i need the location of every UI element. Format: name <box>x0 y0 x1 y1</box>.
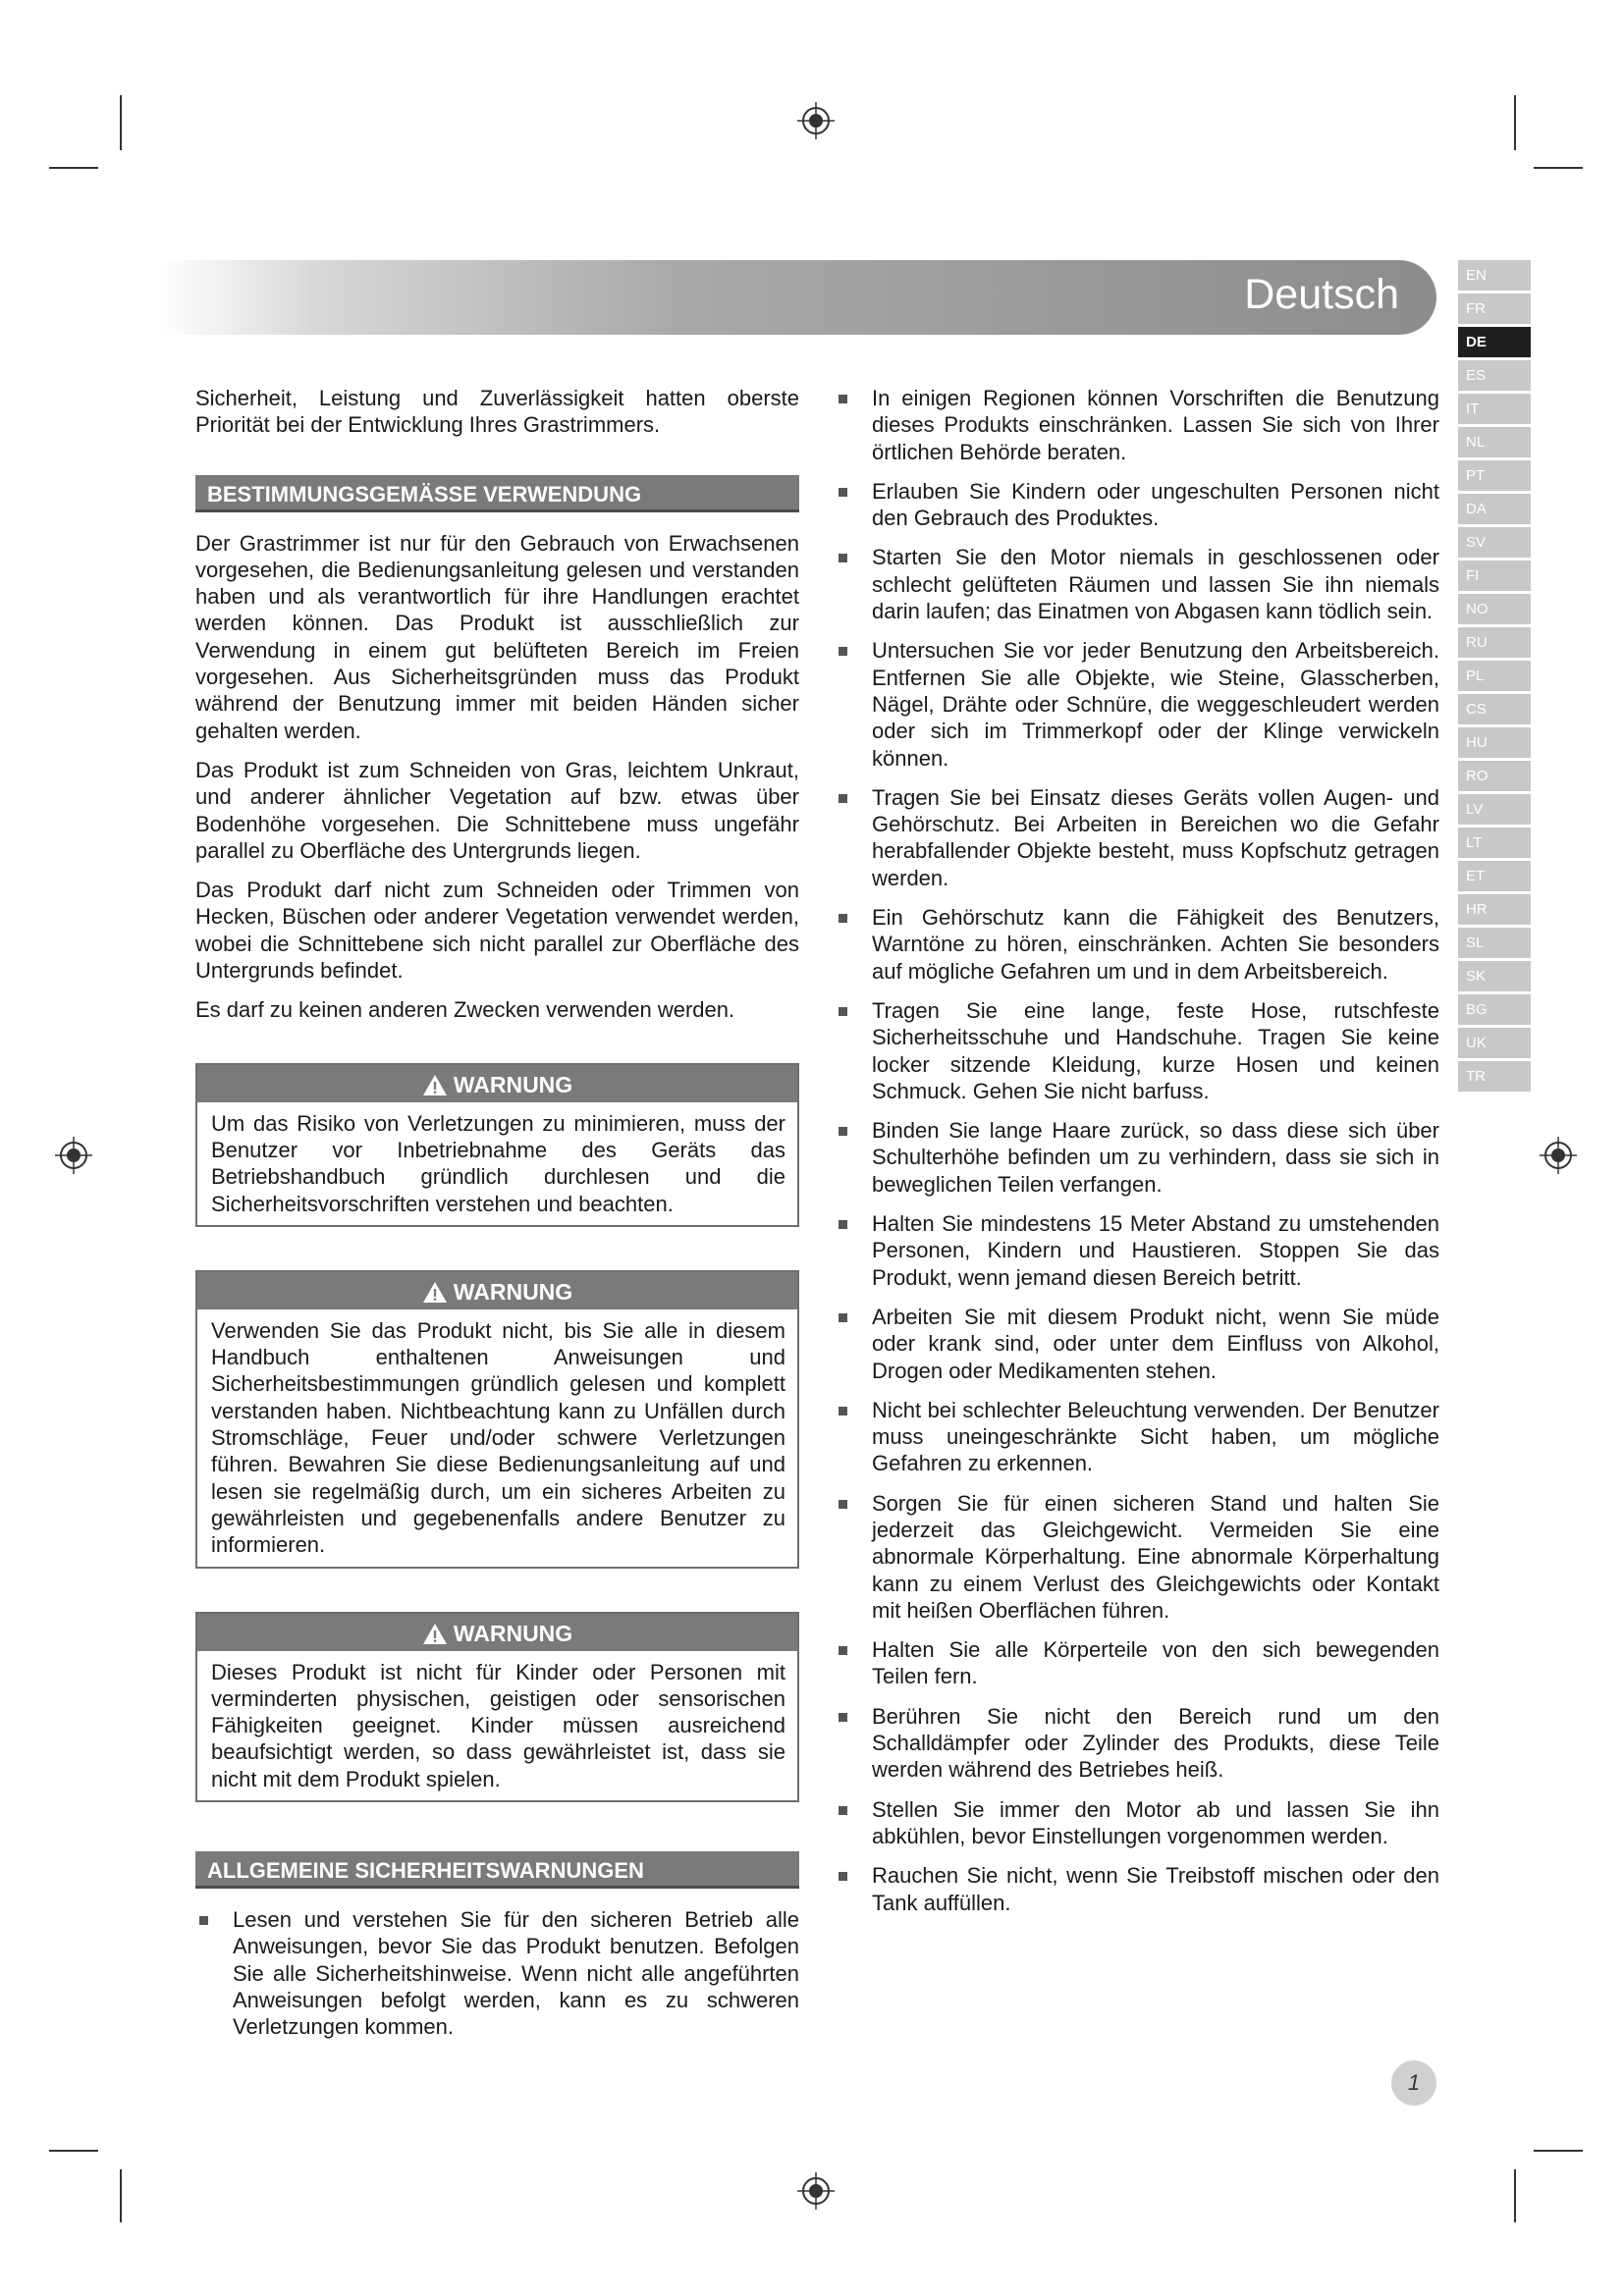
list-item: Tragen Sie eine lange, feste Hose, rutschfeste Sicherheitsschuhe und Handschuhe. Tragen Sie keine locker sitzende Kleidung, kurze Hosen und keinen Schmuck. Gehen Sie nicht barfuss. <box>835 997 1439 1104</box>
list-item: Starten Sie den Motor niemals in geschlossenen oder schlecht gelüfteten Räumen und lassen Sie ihn niemals darin laufen; das Einatmen von Abgasen kann tödlich sein. <box>835 544 1439 624</box>
warning-title: WARNUNG <box>453 1620 573 1646</box>
section-heading: BESTIMMUNGSGEMÄSSE VERWENDUNG <box>195 475 799 512</box>
registration-mark-icon <box>797 102 835 139</box>
warning-title: WARNUNG <box>453 1278 573 1305</box>
crop-mark <box>120 95 122 150</box>
language-tab-sl[interactable]: SL <box>1458 928 1531 958</box>
language-tab-ru[interactable]: RU <box>1458 627 1531 658</box>
paragraph: Das Produkt ist zum Schneiden von Gras, leichtem Unkraut, und anderer ähnlicher Vegetation auf bzw. etwas über Bodenhöhe vorgesehen. Die Schnittebene muss ungefähr parallel zu Oberfläche des Untergrunds liegen. <box>195 757 799 863</box>
warning-text: Dieses Produkt ist nicht für Kinder oder Personen mit verminderten physischen, geistigen oder sensorischen Fähigkeiten geeignet. Kinder müssen ausreichend beaufsichtigt werden, so dass gewährleistet ist, dass sie nicht mit dem Produkt spielen. <box>211 1659 785 1791</box>
list-item: Halten Sie alle Körperteile von den sich bewegenden Teilen fern. <box>835 1636 1439 1690</box>
list-item: Sorgen Sie für einen sicheren Stand und halten Sie jederzeit das Gleichgewicht. Vermeiden Sie eine abnormale Körperhaltung. Eine abnormale Körperhaltung kann zu einem Verlust des Gleichgewichts oder Kontakt mit heißen Oberflächen führen. <box>835 1490 1439 1624</box>
list-item: In einigen Regionen können Vorschriften die Benutzung dieses Produkts einschränken. Lassen Sie sich von Ihrer örtlichen Behörde beraten. <box>835 385 1439 465</box>
list-item: Tragen Sie bei Einsatz dieses Geräts vollen Augen- und Gehörschutz. Bei Arbeiten in Bereichen wo die Gefahr herabfallender Objekte besteht, muss Kopfschutz getragen werden. <box>835 784 1439 891</box>
language-tab-bg[interactable]: BG <box>1458 994 1531 1025</box>
language-tab-sk[interactable]: SK <box>1458 961 1531 991</box>
language-tab-no[interactable]: NO <box>1458 594 1531 624</box>
language-tab-es[interactable]: ES <box>1458 360 1531 391</box>
registration-mark-icon <box>55 1137 92 1174</box>
language-tab-cs[interactable]: CS <box>1458 694 1531 724</box>
warning-text: Um das Risiko von Verletzungen zu minimieren, muss der Benutzer vor Inbetriebnahme des Geräts das Betriebshandbuch gründlich durchlesen und die Sicherheitsvorschriften verstehen und beachten. <box>211 1110 785 1216</box>
language-tab-pt[interactable]: PT <box>1458 460 1531 491</box>
warning-header <box>197 1614 797 1651</box>
warning-box <box>195 1612 799 1802</box>
language-tab-hr[interactable]: HR <box>1458 894 1531 925</box>
right-column <box>835 385 1439 1929</box>
language-tabs <box>1458 260 1531 1095</box>
language-tab-pl[interactable]: PL <box>1458 661 1531 691</box>
warning-box <box>195 1270 799 1569</box>
language-tab-hu[interactable]: HU <box>1458 727 1531 758</box>
warning-header <box>197 1272 797 1309</box>
bullet-list <box>835 385 1439 1916</box>
warning-box <box>195 1063 799 1227</box>
crop-mark <box>1514 95 1516 150</box>
warning-triangle-icon <box>422 1623 448 1645</box>
paragraph: Das Produkt darf nicht zum Schneiden oder Trimmen von Hecken, Büschen oder anderer Vegetation verwendet werden, wobei die Schnittebene sich nicht parallel zur Oberfläche des Untergrunds befindet. <box>195 878 799 984</box>
bullet-list <box>195 1906 799 2040</box>
crop-mark <box>49 167 98 169</box>
list-item: Berühren Sie nicht den Bereich rund um den Schalldämpfer oder Zylinder des Produkts, diese Teile werden während des Betriebes heiß. <box>835 1703 1439 1784</box>
list-item: Rauchen Sie nicht, wenn Sie Treibstoff mischen oder den Tank auffüllen. <box>835 1862 1439 1916</box>
crop-mark <box>1534 167 1583 169</box>
language-tab-ro[interactable]: RO <box>1458 761 1531 791</box>
language-tab-lv[interactable]: LV <box>1458 794 1531 825</box>
language-tab-da[interactable]: DA <box>1458 494 1531 524</box>
list-item: Ein Gehörschutz kann die Fähigkeit des Benutzers, Warntöne zu hören, einschränken. Achten Sie besonders auf mögliche Gefahren um und in dem Arbeitsbereich. <box>835 904 1439 985</box>
paragraph: Es darf zu keinen anderen Zwecken verwenden werden. <box>195 997 735 1023</box>
header-banner <box>160 260 1436 335</box>
language-tab-fi[interactable]: FI <box>1458 561 1531 591</box>
left-column <box>195 385 799 2053</box>
language-tab-en[interactable]: EN <box>1458 260 1531 291</box>
list-item: Arbeiten Sie mit diesem Produkt nicht, wenn Sie müde oder krank sind, oder unter dem Einfluss von Alkohol, Drogen oder Medikamenten stehen. <box>835 1304 1439 1384</box>
language-tab-uk[interactable]: UK <box>1458 1028 1531 1058</box>
page-title: Deutsch <box>1244 271 1399 318</box>
warning-triangle-icon <box>422 1281 448 1304</box>
list-item: Untersuchen Sie vor jeder Benutzung den Arbeitsbereich. Entfernen Sie alle Objekte, wie Steine, Glasscherben, Nägel, Drähte oder Schnüre, die weggeschleudert werden oder sich im Trimmerkopf oder der Klinge verwickeln können. <box>835 637 1439 771</box>
list-item: Lesen und verstehen Sie für den sicheren Betrieb alle Anweisungen, bevor Sie das Produkt benutzen. Befolgen Sie alle Sicherheitshinweise. Wenn nicht alle angeführten Anweisungen befolgt werden, kann es zu schweren Verletzungen kommen. <box>195 1906 799 2040</box>
section-heading: ALLGEMEINE SICHERHEITSWARNUNGEN <box>195 1851 799 1889</box>
warning-header <box>197 1065 797 1102</box>
list-item: Nicht bei schlechter Beleuchtung verwenden. Der Benutzer muss uneingeschränkte Sicht haben, um mögliche Gefahren zu erkennen. <box>835 1397 1439 1477</box>
warning-text: Verwenden Sie das Produkt nicht, bis Sie alle in diesem Handbuch enthaltenen Anweisungen und Sicherheitsbestimmungen gründlich gelesen und komplett verstanden haben. Nichtbeachtung kann zu Unfällen durch Stromschläge, Feuer und/oder schwere Verletzungen führen. Bewahren Sie diese Bedienungsanleitung auf und lesen sie regelmäßig durch, um ein sicheres Arbeiten zu gewährleisten und gegebenenfalls andere Benutzer zu informieren. <box>211 1317 785 1558</box>
language-tab-nl[interactable]: NL <box>1458 427 1531 457</box>
registration-mark-icon <box>797 2172 835 2210</box>
warning-title: WARNUNG <box>453 1071 573 1097</box>
language-tab-sv[interactable]: SV <box>1458 527 1531 558</box>
list-item: Binden Sie lange Haare zurück, so dass diese sich über Schulterhöhe befinden um zu verhindern, dass sie sich in beweglichen Teilen verfangen. <box>835 1117 1439 1198</box>
intro-text: Sicherheit, Leistung und Zuverlässigkeit hatten oberste Priorität bei der Entwicklung Ihres Grastrimmers. <box>195 386 799 438</box>
language-tab-it[interactable]: IT <box>1458 394 1531 424</box>
warning-triangle-icon <box>422 1074 448 1096</box>
crop-mark <box>1514 2169 1516 2222</box>
list-item: Halten Sie mindestens 15 Meter Abstand zu umstehenden Personen, Kindern und Haustieren. Stoppen Sie das Produkt, wenn jemand diesen Bereich betritt. <box>835 1210 1439 1291</box>
crop-mark <box>120 2169 122 2222</box>
page-number: 1 <box>1391 2060 1436 2106</box>
registration-mark-icon <box>1540 1137 1577 1174</box>
paragraph: Der Grastrimmer ist nur für den Gebrauch von Erwachsenen vorgesehen, die Bedienungsanleitung gelesen und verstanden haben und als verantwortlich für ihre Handlungen erachtet werden können. Das Produkt ist ausschließlich zur Verwendung in einem gut belüfteten Bereich im Freien vorgesehen. Aus Sicherheitsgründen muss das Produkt während der Benutzung immer mit beiden Händen sicher gehalten werden. <box>195 530 799 743</box>
crop-mark <box>1534 2150 1583 2152</box>
language-tab-et[interactable]: ET <box>1458 861 1531 891</box>
crop-mark <box>49 2150 98 2152</box>
language-tab-de[interactable]: DE <box>1458 327 1531 357</box>
list-item: Stellen Sie immer den Motor ab und lassen Sie ihn abkühlen, bevor Einstellungen vorgenommen werden. <box>835 1796 1439 1850</box>
language-tab-fr[interactable]: FR <box>1458 294 1531 324</box>
list-item: Erlauben Sie Kindern oder ungeschulten Personen nicht den Gebrauch des Produktes. <box>835 478 1439 532</box>
language-tab-lt[interactable]: LT <box>1458 828 1531 858</box>
language-tab-tr[interactable]: TR <box>1458 1061 1531 1092</box>
